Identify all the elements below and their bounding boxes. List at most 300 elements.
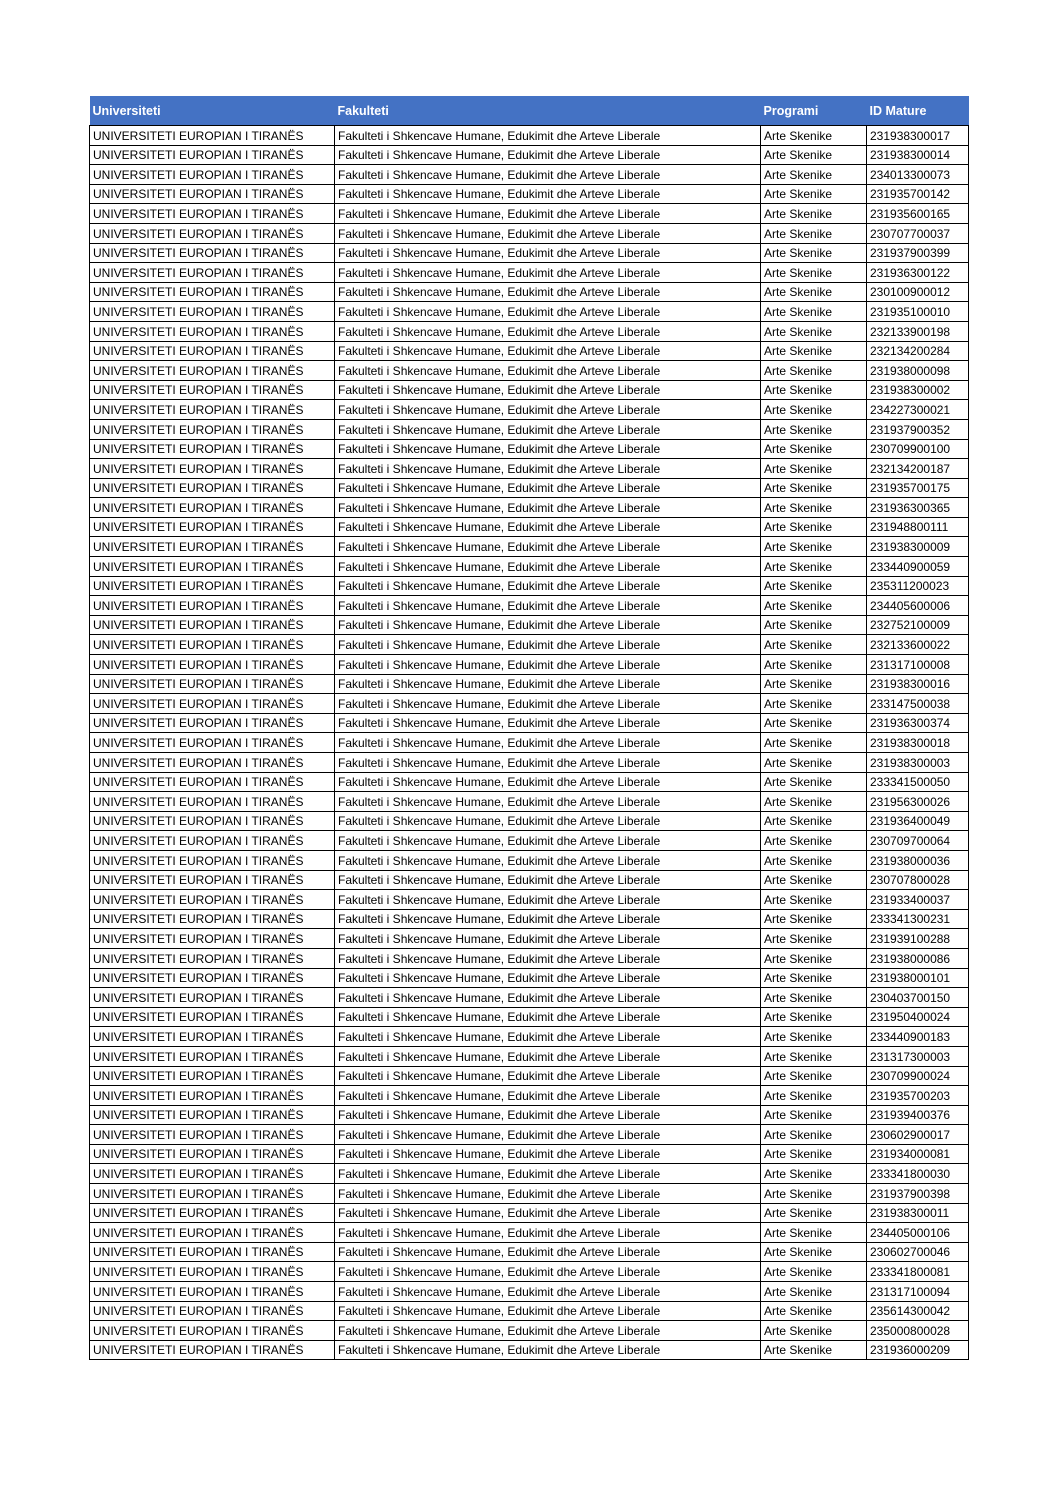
cell-program: Arte Skenike [761,733,867,753]
table-row [90,439,969,459]
cell-id-mature: 232752100009 [867,615,969,635]
cell-faculty: Fakulteti i Shkencave Humane, Edukimit dhe Arteve Liberale [335,1066,761,1086]
cell-program: Arte Skenike [761,302,867,322]
cell-id-mature: 230709900100 [867,439,969,459]
cell-id-mature: 231938300009 [867,537,969,557]
cell-id-mature: 231317300003 [867,1046,969,1066]
cell-university: UNIVERSITETI EUROPIAN I TIRANËS [90,400,335,420]
cell-faculty: Fakulteti i Shkencave Humane, Edukimit dhe Arteve Liberale [335,909,761,929]
cell-university: UNIVERSITETI EUROPIAN I TIRANËS [90,478,335,498]
header-program: Programi [761,96,867,126]
cell-faculty: Fakulteti i Shkencave Humane, Edukimit dhe Arteve Liberale [335,1027,761,1047]
cell-id-mature: 231936400049 [867,811,969,831]
cell-id-mature: 230709700064 [867,831,969,851]
cell-program: Arte Skenike [761,635,867,655]
cell-university: UNIVERSITETI EUROPIAN I TIRANËS [90,909,335,929]
table-row [90,223,969,243]
cell-university: UNIVERSITETI EUROPIAN I TIRANËS [90,850,335,870]
cell-program: Arte Skenike [761,1125,867,1145]
cell-university: UNIVERSITETI EUROPIAN I TIRANËS [90,615,335,635]
table-row [90,263,969,283]
cell-university: UNIVERSITETI EUROPIAN I TIRANËS [90,1027,335,1047]
cell-id-mature: 231935700203 [867,1086,969,1106]
cell-faculty: Fakulteti i Shkencave Humane, Edukimit dhe Arteve Liberale [335,1242,761,1262]
cell-university: UNIVERSITETI EUROPIAN I TIRANËS [90,1223,335,1243]
cell-id-mature: 231938300017 [867,126,969,146]
cell-university: UNIVERSITETI EUROPIAN I TIRANËS [90,341,335,361]
cell-id-mature: 235614300042 [867,1301,969,1321]
cell-program: Arte Skenike [761,850,867,870]
cell-id-mature: 231936300122 [867,263,969,283]
cell-university: UNIVERSITETI EUROPIAN I TIRANËS [90,361,335,381]
cell-university: UNIVERSITETI EUROPIAN I TIRANËS [90,321,335,341]
cell-university: UNIVERSITETI EUROPIAN I TIRANËS [90,302,335,322]
cell-id-mature: 231939100288 [867,929,969,949]
cell-university: UNIVERSITETI EUROPIAN I TIRANËS [90,713,335,733]
table-row [90,243,969,263]
table-row [90,419,969,439]
cell-program: Arte Skenike [761,400,867,420]
cell-program: Arte Skenike [761,909,867,929]
cell-faculty: Fakulteti i Shkencave Humane, Edukimit dhe Arteve Liberale [335,850,761,870]
cell-id-mature: 230602900017 [867,1125,969,1145]
table-row [90,184,969,204]
cell-faculty: Fakulteti i Shkencave Humane, Edukimit dhe Arteve Liberale [335,1262,761,1282]
cell-id-mature: 234013300073 [867,165,969,185]
cell-faculty: Fakulteti i Shkencave Humane, Edukimit dhe Arteve Liberale [335,968,761,988]
cell-faculty: Fakulteti i Shkencave Humane, Edukimit dhe Arteve Liberale [335,988,761,1008]
cell-id-mature: 231935700142 [867,184,969,204]
cell-university: UNIVERSITETI EUROPIAN I TIRANËS [90,968,335,988]
cell-program: Arte Skenike [761,1301,867,1321]
table-row [90,811,969,831]
cell-faculty: Fakulteti i Shkencave Humane, Edukimit dhe Arteve Liberale [335,772,761,792]
cell-id-mature: 231936000209 [867,1340,969,1360]
cell-program: Arte Skenike [761,361,867,381]
table-row [90,655,969,675]
table-row [90,1086,969,1106]
table-body [90,126,969,1360]
cell-id-mature: 235000800028 [867,1321,969,1341]
table-row [90,1066,969,1086]
cell-faculty: Fakulteti i Shkencave Humane, Edukimit dhe Arteve Liberale [335,831,761,851]
cell-university: UNIVERSITETI EUROPIAN I TIRANËS [90,537,335,557]
admissions-table [89,96,969,1360]
cell-program: Arte Skenike [761,1321,867,1341]
cell-university: UNIVERSITETI EUROPIAN I TIRANËS [90,596,335,616]
cell-id-mature: 231938000036 [867,850,969,870]
cell-id-mature: 230709900024 [867,1066,969,1086]
cell-id-mature: 235311200023 [867,576,969,596]
cell-program: Arte Skenike [761,419,867,439]
cell-faculty: Fakulteti i Shkencave Humane, Edukimit dhe Arteve Liberale [335,400,761,420]
cell-id-mature: 232133900198 [867,321,969,341]
cell-faculty: Fakulteti i Shkencave Humane, Edukimit dhe Arteve Liberale [335,321,761,341]
table-row [90,968,969,988]
cell-id-mature: 231948800111 [867,517,969,537]
cell-faculty: Fakulteti i Shkencave Humane, Edukimit dhe Arteve Liberale [335,380,761,400]
cell-faculty: Fakulteti i Shkencave Humane, Edukimit dhe Arteve Liberale [335,635,761,655]
table-row [90,1105,969,1125]
cell-program: Arte Skenike [761,655,867,675]
cell-program: Arte Skenike [761,948,867,968]
table-row [90,1007,969,1027]
cell-faculty: Fakulteti i Shkencave Humane, Edukimit dhe Arteve Liberale [335,1105,761,1125]
cell-id-mature: 231939400376 [867,1105,969,1125]
cell-faculty: Fakulteti i Shkencave Humane, Edukimit dhe Arteve Liberale [335,1144,761,1164]
table-row [90,1301,969,1321]
cell-university: UNIVERSITETI EUROPIAN I TIRANËS [90,674,335,694]
cell-faculty: Fakulteti i Shkencave Humane, Edukimit dhe Arteve Liberale [335,929,761,949]
table-row [90,831,969,851]
cell-university: UNIVERSITETI EUROPIAN I TIRANËS [90,1242,335,1262]
table-row [90,498,969,518]
cell-university: UNIVERSITETI EUROPIAN I TIRANËS [90,655,335,675]
cell-faculty: Fakulteti i Shkencave Humane, Edukimit dhe Arteve Liberale [335,1203,761,1223]
cell-faculty: Fakulteti i Shkencave Humane, Edukimit dhe Arteve Liberale [335,655,761,675]
cell-faculty: Fakulteti i Shkencave Humane, Edukimit dhe Arteve Liberale [335,576,761,596]
cell-id-mature: 231317100094 [867,1282,969,1302]
cell-program: Arte Skenike [761,1262,867,1282]
cell-faculty: Fakulteti i Shkencave Humane, Edukimit dhe Arteve Liberale [335,165,761,185]
cell-id-mature: 231950400024 [867,1007,969,1027]
cell-id-mature: 231936300374 [867,713,969,733]
table-row [90,517,969,537]
cell-university: UNIVERSITETI EUROPIAN I TIRANËS [90,263,335,283]
cell-id-mature: 231935700175 [867,478,969,498]
cell-program: Arte Skenike [761,1086,867,1106]
table-row [90,204,969,224]
cell-faculty: Fakulteti i Shkencave Humane, Edukimit dhe Arteve Liberale [335,890,761,910]
cell-faculty: Fakulteti i Shkencave Humane, Edukimit dhe Arteve Liberale [335,184,761,204]
cell-program: Arte Skenike [761,870,867,890]
cell-id-mature: 231937900352 [867,419,969,439]
cell-university: UNIVERSITETI EUROPIAN I TIRANËS [90,1282,335,1302]
cell-university: UNIVERSITETI EUROPIAN I TIRANËS [90,1144,335,1164]
cell-program: Arte Skenike [761,694,867,714]
cell-id-mature: 230707700037 [867,223,969,243]
cell-id-mature: 231937900398 [867,1184,969,1204]
cell-program: Arte Skenike [761,968,867,988]
cell-program: Arte Skenike [761,341,867,361]
cell-id-mature: 234227300021 [867,400,969,420]
cell-program: Arte Skenike [761,1027,867,1047]
cell-university: UNIVERSITETI EUROPIAN I TIRANËS [90,1184,335,1204]
cell-faculty: Fakulteti i Shkencave Humane, Edukimit dhe Arteve Liberale [335,1282,761,1302]
cell-faculty: Fakulteti i Shkencave Humane, Edukimit dhe Arteve Liberale [335,517,761,537]
cell-university: UNIVERSITETI EUROPIAN I TIRANËS [90,1301,335,1321]
cell-id-mature: 232134200284 [867,341,969,361]
cell-faculty: Fakulteti i Shkencave Humane, Edukimit dhe Arteve Liberale [335,948,761,968]
cell-program: Arte Skenike [761,1046,867,1066]
cell-university: UNIVERSITETI EUROPIAN I TIRANËS [90,1321,335,1341]
cell-id-mature: 233440900059 [867,557,969,577]
cell-faculty: Fakulteti i Shkencave Humane, Edukimit dhe Arteve Liberale [335,1164,761,1184]
cell-id-mature: 231938000098 [867,361,969,381]
cell-faculty: Fakulteti i Shkencave Humane, Edukimit dhe Arteve Liberale [335,1046,761,1066]
cell-id-mature: 231938300018 [867,733,969,753]
cell-program: Arte Skenike [761,831,867,851]
cell-faculty: Fakulteti i Shkencave Humane, Edukimit dhe Arteve Liberale [335,1321,761,1341]
cell-university: UNIVERSITETI EUROPIAN I TIRANËS [90,557,335,577]
cell-program: Arte Skenike [761,713,867,733]
cell-university: UNIVERSITETI EUROPIAN I TIRANËS [90,204,335,224]
cell-program: Arte Skenike [761,1164,867,1184]
cell-id-mature: 230403700150 [867,988,969,1008]
cell-faculty: Fakulteti i Shkencave Humane, Edukimit dhe Arteve Liberale [335,1184,761,1204]
cell-university: UNIVERSITETI EUROPIAN I TIRANËS [90,1066,335,1086]
cell-university: UNIVERSITETI EUROPIAN I TIRANËS [90,184,335,204]
table-row [90,1282,969,1302]
cell-faculty: Fakulteti i Shkencave Humane, Edukimit dhe Arteve Liberale [335,478,761,498]
cell-university: UNIVERSITETI EUROPIAN I TIRANËS [90,948,335,968]
table-row [90,341,969,361]
cell-id-mature: 231936300365 [867,498,969,518]
cell-university: UNIVERSITETI EUROPIAN I TIRANËS [90,890,335,910]
cell-faculty: Fakulteti i Shkencave Humane, Edukimit dhe Arteve Liberale [335,713,761,733]
table-row [90,615,969,635]
table-row [90,282,969,302]
table-row [90,909,969,929]
cell-university: UNIVERSITETI EUROPIAN I TIRANËS [90,1262,335,1282]
table-row [90,870,969,890]
cell-faculty: Fakulteti i Shkencave Humane, Edukimit dhe Arteve Liberale [335,145,761,165]
table-row [90,478,969,498]
cell-university: UNIVERSITETI EUROPIAN I TIRANËS [90,792,335,812]
table-row [90,576,969,596]
cell-faculty: Fakulteti i Shkencave Humane, Edukimit dhe Arteve Liberale [335,1086,761,1106]
cell-faculty: Fakulteti i Shkencave Humane, Edukimit dhe Arteve Liberale [335,811,761,831]
cell-id-mature: 232133600022 [867,635,969,655]
cell-id-mature: 233341800030 [867,1164,969,1184]
cell-program: Arte Skenike [761,674,867,694]
cell-program: Arte Skenike [761,459,867,479]
cell-university: UNIVERSITETI EUROPIAN I TIRANËS [90,929,335,949]
table-row [90,145,969,165]
cell-program: Arte Skenike [761,557,867,577]
cell-faculty: Fakulteti i Shkencave Humane, Edukimit dhe Arteve Liberale [335,674,761,694]
cell-id-mature: 231935100010 [867,302,969,322]
cell-faculty: Fakulteti i Shkencave Humane, Edukimit dhe Arteve Liberale [335,1301,761,1321]
cell-id-mature: 231934000081 [867,1144,969,1164]
table-row [90,1144,969,1164]
table-row [90,380,969,400]
cell-program: Arte Skenike [761,1242,867,1262]
cell-faculty: Fakulteti i Shkencave Humane, Edukimit dhe Arteve Liberale [335,1223,761,1243]
cell-id-mature: 230602700046 [867,1242,969,1262]
cell-faculty: Fakulteti i Shkencave Humane, Edukimit dhe Arteve Liberale [335,498,761,518]
cell-id-mature: 230100900012 [867,282,969,302]
cell-program: Arte Skenike [761,517,867,537]
cell-program: Arte Skenike [761,439,867,459]
cell-university: UNIVERSITETI EUROPIAN I TIRANËS [90,1203,335,1223]
cell-university: UNIVERSITETI EUROPIAN I TIRANËS [90,694,335,714]
cell-university: UNIVERSITETI EUROPIAN I TIRANËS [90,753,335,773]
cell-id-mature: 231938000086 [867,948,969,968]
cell-university: UNIVERSITETI EUROPIAN I TIRANËS [90,1340,335,1360]
cell-program: Arte Skenike [761,263,867,283]
table-row [90,1027,969,1047]
table-row [90,1242,969,1262]
table-row [90,537,969,557]
cell-id-mature: 231317100008 [867,655,969,675]
cell-id-mature: 231938000101 [867,968,969,988]
cell-university: UNIVERSITETI EUROPIAN I TIRANËS [90,380,335,400]
cell-university: UNIVERSITETI EUROPIAN I TIRANËS [90,223,335,243]
cell-id-mature: 231938300002 [867,380,969,400]
cell-program: Arte Skenike [761,184,867,204]
table-row [90,792,969,812]
cell-university: UNIVERSITETI EUROPIAN I TIRANËS [90,517,335,537]
cell-university: UNIVERSITETI EUROPIAN I TIRANËS [90,1046,335,1066]
cell-id-mature: 234405000106 [867,1223,969,1243]
cell-program: Arte Skenike [761,380,867,400]
cell-id-mature: 231956300026 [867,792,969,812]
cell-program: Arte Skenike [761,988,867,1008]
cell-id-mature: 233440900183 [867,1027,969,1047]
cell-faculty: Fakulteti i Shkencave Humane, Edukimit dhe Arteve Liberale [335,439,761,459]
table-row [90,890,969,910]
cell-program: Arte Skenike [761,165,867,185]
cell-university: UNIVERSITETI EUROPIAN I TIRANËS [90,831,335,851]
cell-university: UNIVERSITETI EUROPIAN I TIRANËS [90,1164,335,1184]
spreadsheet-page [89,96,968,1360]
table-row [90,1340,969,1360]
table-row [90,1203,969,1223]
cell-id-mature: 234405600006 [867,596,969,616]
cell-id-mature: 230707800028 [867,870,969,890]
table-row [90,596,969,616]
table-row [90,753,969,773]
cell-program: Arte Skenike [761,204,867,224]
cell-faculty: Fakulteti i Shkencave Humane, Edukimit dhe Arteve Liberale [335,733,761,753]
table-row [90,674,969,694]
cell-faculty: Fakulteti i Shkencave Humane, Edukimit dhe Arteve Liberale [335,302,761,322]
cell-faculty: Fakulteti i Shkencave Humane, Edukimit dhe Arteve Liberale [335,792,761,812]
cell-id-mature: 231938300014 [867,145,969,165]
cell-program: Arte Skenike [761,1203,867,1223]
cell-id-mature: 231937900399 [867,243,969,263]
cell-faculty: Fakulteti i Shkencave Humane, Edukimit dhe Arteve Liberale [335,694,761,714]
cell-faculty: Fakulteti i Shkencave Humane, Edukimit dhe Arteve Liberale [335,263,761,283]
cell-faculty: Fakulteti i Shkencave Humane, Edukimit dhe Arteve Liberale [335,459,761,479]
cell-program: Arte Skenike [761,1105,867,1125]
cell-university: UNIVERSITETI EUROPIAN I TIRANËS [90,498,335,518]
table-row [90,321,969,341]
cell-faculty: Fakulteti i Shkencave Humane, Edukimit dhe Arteve Liberale [335,243,761,263]
cell-university: UNIVERSITETI EUROPIAN I TIRANËS [90,126,335,146]
cell-university: UNIVERSITETI EUROPIAN I TIRANËS [90,165,335,185]
cell-faculty: Fakulteti i Shkencave Humane, Edukimit dhe Arteve Liberale [335,1125,761,1145]
cell-program: Arte Skenike [761,811,867,831]
table-row [90,635,969,655]
cell-faculty: Fakulteti i Shkencave Humane, Edukimit dhe Arteve Liberale [335,596,761,616]
cell-faculty: Fakulteti i Shkencave Humane, Edukimit dhe Arteve Liberale [335,537,761,557]
cell-program: Arte Skenike [761,890,867,910]
cell-university: UNIVERSITETI EUROPIAN I TIRANËS [90,1125,335,1145]
table-row [90,126,969,146]
cell-university: UNIVERSITETI EUROPIAN I TIRANËS [90,243,335,263]
cell-program: Arte Skenike [761,243,867,263]
cell-program: Arte Skenike [761,478,867,498]
cell-university: UNIVERSITETI EUROPIAN I TIRANËS [90,635,335,655]
table-row [90,1125,969,1145]
table-row [90,1262,969,1282]
table-row [90,772,969,792]
table-row [90,1184,969,1204]
cell-program: Arte Skenike [761,576,867,596]
cell-university: UNIVERSITETI EUROPIAN I TIRANËS [90,1086,335,1106]
cell-id-mature: 233341300231 [867,909,969,929]
cell-program: Arte Skenike [761,1144,867,1164]
cell-id-mature: 233147500038 [867,694,969,714]
cell-faculty: Fakulteti i Shkencave Humane, Edukimit dhe Arteve Liberale [335,223,761,243]
cell-program: Arte Skenike [761,1184,867,1204]
table-row [90,557,969,577]
cell-program: Arte Skenike [761,615,867,635]
cell-program: Arte Skenike [761,772,867,792]
cell-id-mature: 231938300003 [867,753,969,773]
cell-university: UNIVERSITETI EUROPIAN I TIRANËS [90,772,335,792]
table-row [90,929,969,949]
cell-faculty: Fakulteti i Shkencave Humane, Edukimit dhe Arteve Liberale [335,615,761,635]
cell-faculty: Fakulteti i Shkencave Humane, Edukimit dhe Arteve Liberale [335,419,761,439]
cell-program: Arte Skenike [761,537,867,557]
table-row [90,850,969,870]
cell-program: Arte Skenike [761,145,867,165]
cell-university: UNIVERSITETI EUROPIAN I TIRANËS [90,733,335,753]
cell-program: Arte Skenike [761,126,867,146]
table-row [90,1321,969,1341]
table-row [90,1046,969,1066]
cell-program: Arte Skenike [761,1066,867,1086]
cell-program: Arte Skenike [761,792,867,812]
cell-university: UNIVERSITETI EUROPIAN I TIRANËS [90,1105,335,1125]
cell-program: Arte Skenike [761,223,867,243]
cell-faculty: Fakulteti i Shkencave Humane, Edukimit dhe Arteve Liberale [335,1340,761,1360]
cell-university: UNIVERSITETI EUROPIAN I TIRANËS [90,419,335,439]
cell-university: UNIVERSITETI EUROPIAN I TIRANËS [90,145,335,165]
cell-university: UNIVERSITETI EUROPIAN I TIRANËS [90,459,335,479]
cell-faculty: Fakulteti i Shkencave Humane, Edukimit dhe Arteve Liberale [335,361,761,381]
cell-faculty: Fakulteti i Shkencave Humane, Edukimit dhe Arteve Liberale [335,753,761,773]
table-row [90,733,969,753]
header-row [90,96,969,126]
table-row [90,459,969,479]
table-row [90,1164,969,1184]
cell-id-mature: 233341800081 [867,1262,969,1282]
cell-id-mature: 232134200187 [867,459,969,479]
table-row [90,948,969,968]
table-row [90,400,969,420]
cell-faculty: Fakulteti i Shkencave Humane, Edukimit dhe Arteve Liberale [335,557,761,577]
cell-id-mature: 231935600165 [867,204,969,224]
cell-id-mature: 231938300011 [867,1203,969,1223]
table-row [90,694,969,714]
table-row [90,1223,969,1243]
cell-id-mature: 231933400037 [867,890,969,910]
cell-program: Arte Skenike [761,498,867,518]
cell-university: UNIVERSITETI EUROPIAN I TIRANËS [90,811,335,831]
cell-faculty: Fakulteti i Shkencave Humane, Edukimit dhe Arteve Liberale [335,341,761,361]
cell-program: Arte Skenike [761,596,867,616]
cell-faculty: Fakulteti i Shkencave Humane, Edukimit dhe Arteve Liberale [335,282,761,302]
cell-program: Arte Skenike [761,1282,867,1302]
header-faculty: Fakulteti [335,96,761,126]
table-row [90,713,969,733]
cell-faculty: Fakulteti i Shkencave Humane, Edukimit dhe Arteve Liberale [335,1007,761,1027]
cell-university: UNIVERSITETI EUROPIAN I TIRANËS [90,988,335,1008]
